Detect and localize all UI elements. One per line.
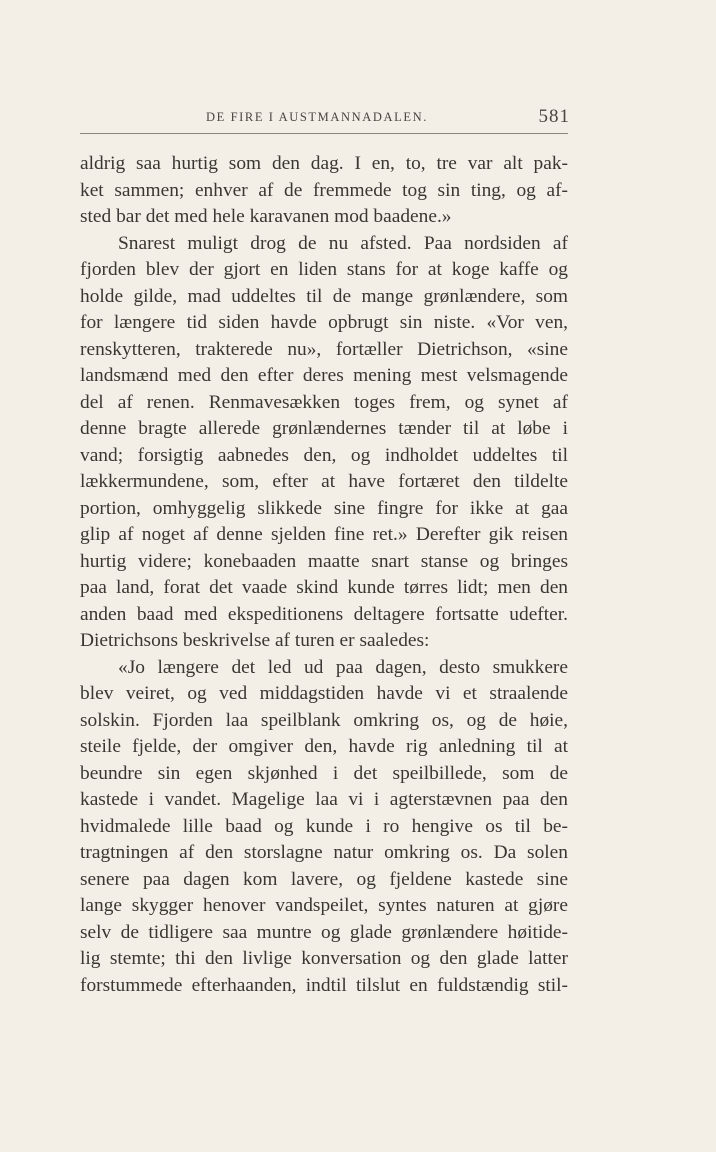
text-line: Snarest muligt drog de nu afsted. Paa nordsiden af [118, 232, 568, 254]
text-line: ket sammen; enhver af de fremmede tog sin ting, og af- [80, 179, 568, 201]
text-line: Dietrichsons beskrivelse af turen er saaledes: [80, 630, 430, 651]
text-line: denne bragte allerede grønlændernes tænder til at løbe i [80, 418, 568, 439]
header-rule [80, 133, 568, 134]
text-line: hvidmalede lille baad og kunde i ro hengive os til be- [80, 815, 568, 837]
running-header-title: DE FIRE I AUSTMANNADALEN. [206, 110, 428, 124]
text-line: for længere tid siden havde opbrugt sin niste. «Vor ven, [80, 312, 568, 333]
text-line: anden baad med ekspeditionens deltagere fortsatte udefter. [80, 603, 568, 625]
text-line: blev veiret, og ved middagstiden havde vi et straalende [80, 683, 568, 704]
text-line: forstummede efterhaanden, indtil tilslut en fuldstændig stil- [80, 974, 568, 996]
text-line: beundre sin egen skjønhed i det speilbillede, som de [80, 762, 568, 784]
text-line: del af renen. Renmavesækken toges frem, og synet af [80, 391, 568, 413]
text-line: landsmænd med den efter deres mening mest velsmagende [80, 365, 568, 386]
text-line: holde gilde, mad uddeltes til de mange grønlændere, som [80, 285, 568, 307]
text-line: renskytteren, trakterede nu», fortæller Dietrichson, «sine [80, 338, 568, 360]
text-line: «Jo længere det led ud paa dagen, desto smukkere [118, 656, 568, 678]
text-line: lig stemte; thi den livlige konversation og den glade latter [80, 948, 568, 969]
text-line: selv de tidligere saa muntre og glade grønlændere høitide- [80, 921, 568, 943]
text-line: lange skygger henover vandspeilet, syntes naturen at gjøre [80, 895, 568, 916]
text-line: fjorden blev der gjort en liden stans for at koge kaffe og [80, 259, 568, 280]
text-line: glip af noget af denne sjelden fine ret.» Derefter gik reisen [80, 524, 568, 545]
text-line: steile fjelde, der omgiver den, havde rig anledning til at [80, 736, 568, 757]
text-line: senere paa dagen kom lavere, og fjeldene kastede sine [80, 868, 568, 890]
running-header [80, 106, 568, 132]
page-number: 581 [538, 106, 570, 127]
text-line: sted bar det med hele karavanen mod baadene.» [80, 206, 452, 227]
text-line: vand; forsigtig aabnedes den, og indholdet uddeltes til [80, 444, 568, 466]
text-line: aldrig saa hurtig som den dag. I en, to, tre var alt pak- [80, 153, 568, 174]
text-line: hurtig videre; konebaaden maatte snart stanse og bringes [80, 550, 568, 572]
text-line: portion, omhyggelig slikkede sine fingre for ikke at gaa [80, 497, 568, 519]
text-line: paa land, forat det vaade skind kunde tørres lidt; men den [80, 577, 568, 598]
text-line: solskin. Fjorden laa speilblank omkring os, og de høie, [80, 709, 568, 731]
text-line: kastede i vandet. Magelige laa vi i agterstævnen paa den [80, 789, 568, 810]
body-text [80, 151, 568, 999]
text-line: lækkermundene, som, efter at have fortæret den tildelte [80, 471, 568, 492]
text-line: tragtningen af den storslagne natur omkring os. Da solen [80, 842, 568, 863]
